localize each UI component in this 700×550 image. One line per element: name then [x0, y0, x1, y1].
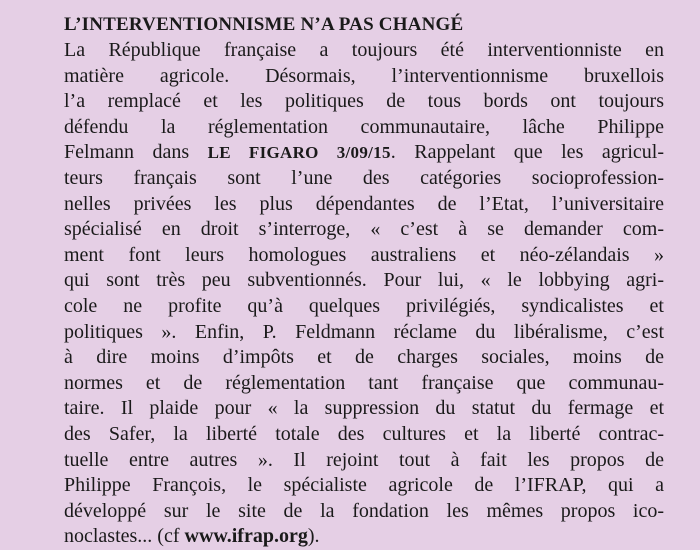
- text-line: à dire moins d’impôts et de charges sociales, moins de: [64, 346, 664, 369]
- text-line: tuelle entre autres ». Il rejoint tout à fait les propos de: [64, 448, 664, 471]
- source-suffix: .: [390, 141, 396, 164]
- text-line: cole ne profite qu’à quelques privilégiés, syndicalistes et: [64, 294, 664, 317]
- text-line: l’a remplacé et les politiques de tous bords ont toujours: [64, 90, 664, 113]
- line-text: noclastes... (cf: [64, 525, 180, 548]
- text-line: normes et de réglementation tant française que communau-: [64, 371, 664, 394]
- text-line: matière agricole. Désormais, l’interventionnisme bruxellois: [64, 64, 664, 87]
- text-line: Philippe François, le spécialiste agricole de l’IFRAP, qui a: [64, 474, 664, 497]
- closing-text: ).: [307, 525, 320, 548]
- line-prefix: Felmann dans: [64, 141, 190, 164]
- source-citation: LE FIGARO 3/09/15: [207, 143, 391, 163]
- text-line: défendu la réglementation communautaire, lâche Philippe: [64, 115, 664, 138]
- article-title: L’INTERVENTIONNISME N’A PAS CHANGÉ: [64, 14, 464, 35]
- text-line-last: [64, 524, 664, 550]
- text-line: qui sont très peu subventionnés. Pour lui, « le lobbying agri-: [64, 269, 664, 292]
- text-line: ment font leurs homologues australiens et néo-zélandais »: [64, 243, 664, 266]
- text-line: développé sur le site de la fondation les mêmes propos ico-: [64, 499, 664, 522]
- line-rest: Rappelant que les agricul-: [414, 141, 664, 164]
- text-line: nelles privées les plus dépendantes de l’Etat, l’universitaire: [64, 192, 664, 215]
- text-line: des Safer, la liberté totale des cultures et la liberté contrac-: [64, 422, 664, 445]
- text-line: politiques ». Enfin, P. Feldmann réclame du libéralisme, c’est: [64, 320, 664, 343]
- article: [64, 12, 664, 550]
- source-url-link[interactable]: www.ifrap.org: [184, 525, 308, 548]
- text-line: taire. Il plaide pour « la suppression du statut du fermage et: [64, 397, 664, 420]
- text-line: La République française a toujours été interventionniste en: [64, 39, 664, 61]
- article-body: [64, 38, 664, 550]
- text-line-with-source: [64, 140, 664, 166]
- text-line: teurs français sont l’une des catégories socioprofession-: [64, 166, 664, 189]
- text-line: spécialisé en droit s’interroge, « c’est à se demander com-: [64, 218, 664, 241]
